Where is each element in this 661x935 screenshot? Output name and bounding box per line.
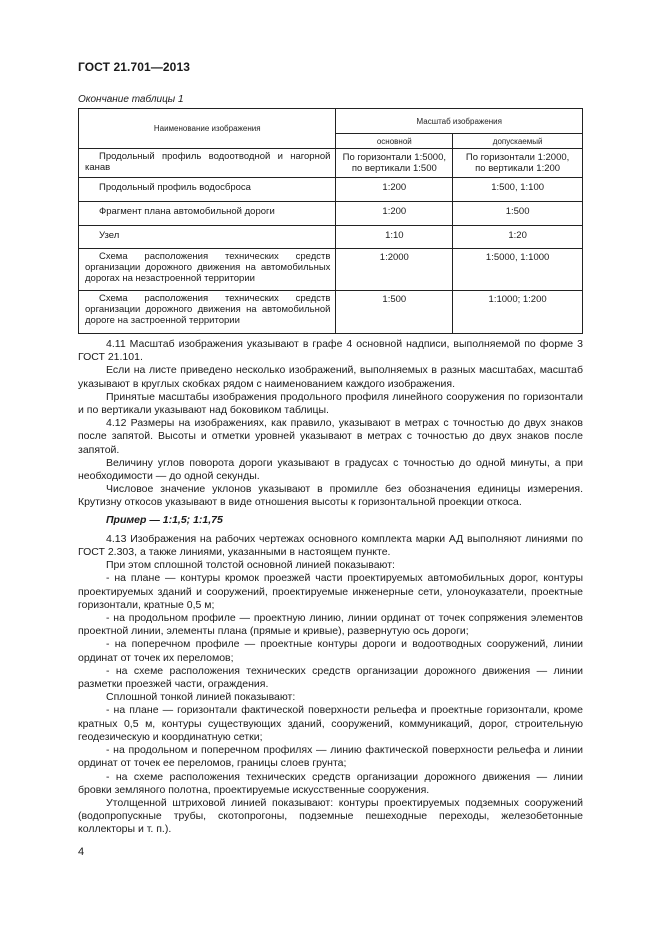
paragraph: Если на листе приведено несколько изображений, выполняемых в разных масштабах, масштаб указывают в круглых скобках рядом с наименованием каждого изображения. <box>78 364 583 390</box>
cell-allowed: 1:1000; 1:200 <box>453 291 583 334</box>
table-row <box>79 291 583 334</box>
paragraph: Утолщенной штриховой линией показывают: контуры проектируемых подземных сооружений (водопропускные трубы, скотопрогоны, подземные пешеходные переходы, железобетонные коллекторы и т. п.). <box>78 796 583 836</box>
cell-main: По горизонтали 1:5000, по вертикали 1:500 <box>336 149 453 178</box>
cell-allowed: По горизонтали 1:2000, по вертикали 1:200 <box>453 149 583 178</box>
paragraph: Величину углов поворота дороги указывают в градусах с точностью до одной минуты, а при необходимости — до одной секунды. <box>78 456 583 483</box>
list-item: - на продольном и поперечном профилях — линию фактической поверхности рельефа и линии ординат от точек ее переломов, границы слоев грунта; <box>78 744 583 770</box>
table-row <box>79 226 583 249</box>
document-code: ГОСТ 21.701—2013 <box>78 60 191 74</box>
table-caption: Окончание таблицы 1 <box>78 94 184 105</box>
table-row <box>79 202 583 226</box>
paragraph: При этом сплошной толстой основной линией показывают: <box>106 559 395 572</box>
cell-allowed: 1:500 <box>453 202 583 226</box>
paragraph: 4.11 Масштаб изображения указывают в графе 4 основной надписи, выполняемой по форме 3 ГОСТ 21.101. <box>78 338 583 364</box>
cell-allowed: 1:5000, 1:1000 <box>453 249 583 291</box>
list-item: - на продольном профиле — проектную линию, линии ординат от точек сопряжения элементов проектной линии, элементы плана (прямые и кривые), развернутую ось дороги; <box>78 612 583 638</box>
table-row <box>79 149 583 178</box>
paragraph: Принятые масштабы изображения продольного профиля линейного сооружения по горизонтали и по вертикали указывают над боковиком таблицы. <box>78 390 583 417</box>
column-header-allowed: допускаемый <box>453 134 583 149</box>
paragraph: 4.12 Размеры на изображениях, как правило, указывают в метрах с точностью до двух знаков после запятой. Высоты и отметки уровней указывают в метрах с точностью до двух знаков после запятой. <box>78 417 583 456</box>
cell-allowed: 1:20 <box>453 226 583 249</box>
paragraph: 4.13 Изображения на рабочих чертежах основного комплекта марки АД выполняют линиями по ГОСТ 2.303, а также линиями, указанными в настоящем пункте. <box>78 532 583 559</box>
cell-main: 1:500 <box>336 291 453 334</box>
list-item: - на плане — контуры кромок проезжей части проектируемых автомобильных дорог, контуры проектируемых зданий и сооружений, проектируемые инженерные сети, улоноуказатели, проектные горизонтали, кратные 0,5 м; <box>78 572 583 611</box>
cell-main: 1:2000 <box>336 249 453 291</box>
paragraph: Числовое значение уклонов указывают в промилле без обозначения единицы измерения. Крутизну откосов указывают в виде отношения высоты к горизонтальной проекции откоса. <box>78 483 583 509</box>
page-number: 4 <box>78 846 85 858</box>
column-header-main: основной <box>336 134 453 149</box>
cell-name: Узел <box>79 226 336 249</box>
cell-name: Продольный профиль водосброса <box>79 178 336 202</box>
cell-name: Схема расположения технических средств организации дорожного движения на автомобильных дорогах на незастроенной территории <box>79 249 336 291</box>
cell-allowed: 1:500, 1:100 <box>453 178 583 202</box>
list-item: - на схеме расположения технических средств организации дорожного движения — линии бровки земляного полотна, проектируемые искусственные сооружения. <box>78 770 583 796</box>
cell-main: 1:200 <box>336 178 453 202</box>
list-item: - на поперечном профиле — проектные контуры дороги и водоотводных сооружений, линии ординат от точек их переломов; <box>78 638 583 664</box>
column-header-name: Наименование изображения <box>79 109 336 149</box>
paragraph: Сплошной тонкой линией показывают: <box>106 691 296 704</box>
cell-main: 1:200 <box>336 202 453 226</box>
table-row <box>79 249 583 291</box>
cell-main: 1:10 <box>336 226 453 249</box>
list-item: - на схеме расположения технических средств организации дорожного движения — линии разметки проезжей части, ограждения. <box>78 664 583 691</box>
scale-table <box>78 108 583 334</box>
table-row <box>79 178 583 202</box>
example-line: Пример — 1:1,5; 1:1,75 <box>106 513 223 526</box>
cell-name: Схема расположения технических средств организации дорожного движения на автомобильной дороге на застроенной территории <box>79 291 336 334</box>
cell-name: Продольный профиль водоотводной и нагорной канав <box>79 149 336 178</box>
body-text <box>78 338 583 837</box>
cell-name: Фрагмент плана автомобильной дороги <box>79 202 336 226</box>
column-header-scale: Масштаб изображения <box>336 109 583 134</box>
list-item: - на плане — горизонтали фактической поверхности рельефа и проектные горизонтали, кроме кратных 0,5 м, контуры существующих зданий, сооружений, коммуникаций, дорог, строительную геодезическую и координатную сетки; <box>78 704 583 743</box>
